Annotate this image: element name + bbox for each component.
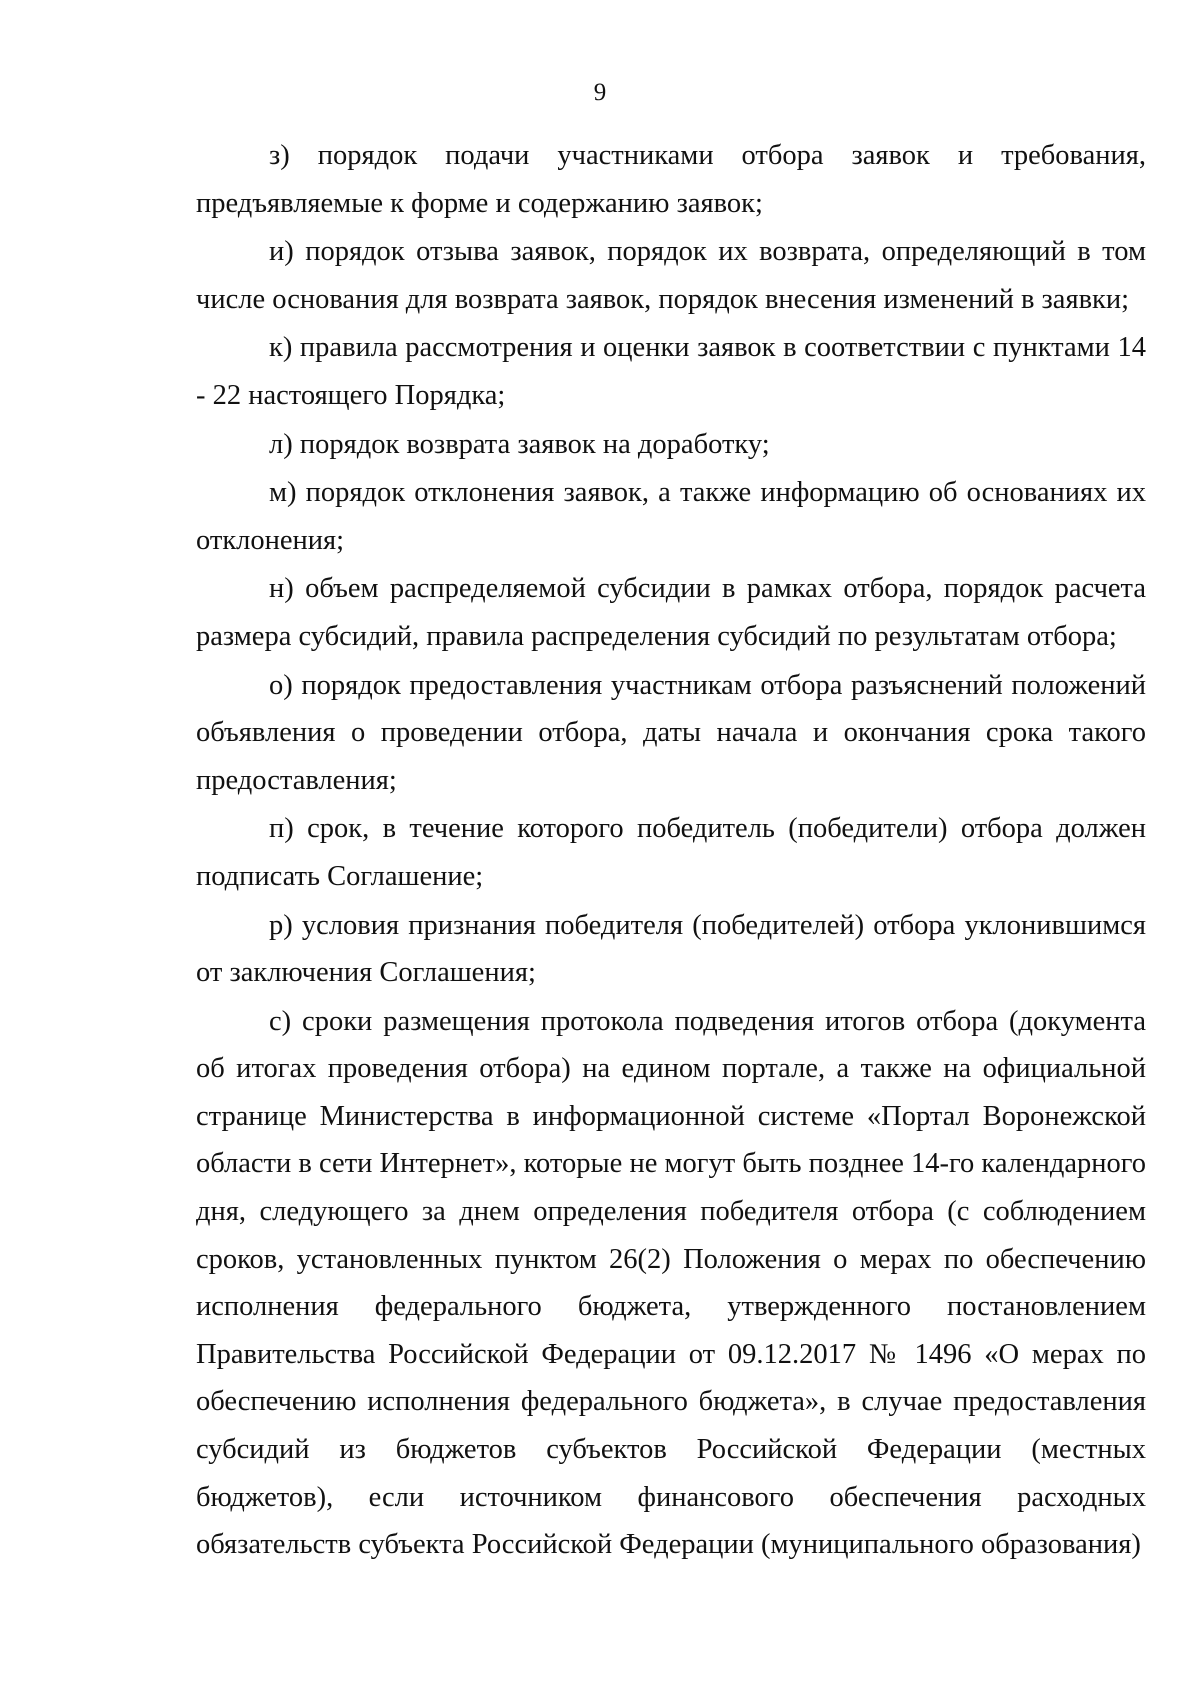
paragraph-l: л) порядок возврата заявок на доработку; — [269, 428, 770, 460]
paragraph-n: н) объем распределяемой субсидии в рамках отбора, порядок расчета размера субсидий, правила распределения субсидий по результатам отбора; — [196, 573, 1146, 652]
paragraph-s: с) сроки размещения протокола подведения итогов отбора (документа об итогах проведения отбора) на едином портале, а также на официальной странице Министерства в информационной системе «Портал Воронежской области в сети Интернет», которые не могут быть позднее 14-го календарного дня, следующего за днем определения победителя отбора (с соблюдением сроков, установленных пунктом 26(2) Положения о мерах по обеспечению исполнения федерального бюджета, утвержденного постановлением Правительства Российской Федерации от 09.12.2017 № 1496 «О мерах по обеспечению исполнения федерального бюджета», в случае предоставления субсидий из бюджетов субъектов Российской Федерации (местных бюджетов), если источником финансового обеспечения расходных обязательств субъекта Российской Федерации (муниципального образования) — [196, 1005, 1146, 1561]
paragraph-i: и) порядок отзыва заявок, порядок их возврата, определяющий в том числе основания для возврата заявок, порядок внесения изменений в заявки; — [196, 236, 1146, 315]
paragraph-z: з) порядок подачи участниками отбора заявок и требования, предъявляемые к форме и содержанию заявок; — [196, 140, 1146, 219]
page-number: 9 — [593, 79, 607, 106]
paragraph-o: о) порядок предоставления участникам отбора разъяснений положений объявления о проведении отбора, даты начала и окончания срока такого предоставления; — [196, 669, 1146, 796]
paragraph-p: п) срок, в течение которого победитель (победители) отбора должен подписать Соглашение; — [196, 813, 1146, 892]
document-body — [196, 132, 1146, 1570]
paragraph-k: к) правила рассмотрения и оценки заявок в соответствии с пунктами 14 - 22 настоящего Порядка; — [196, 332, 1146, 411]
paragraph-m: м) порядок отклонения заявок, а также информацию об основаниях их отклонения; — [196, 477, 1146, 556]
paragraph-r: р) условия признания победителя (победителей) отбора уклонившимся от заключения Соглашения; — [196, 909, 1146, 989]
